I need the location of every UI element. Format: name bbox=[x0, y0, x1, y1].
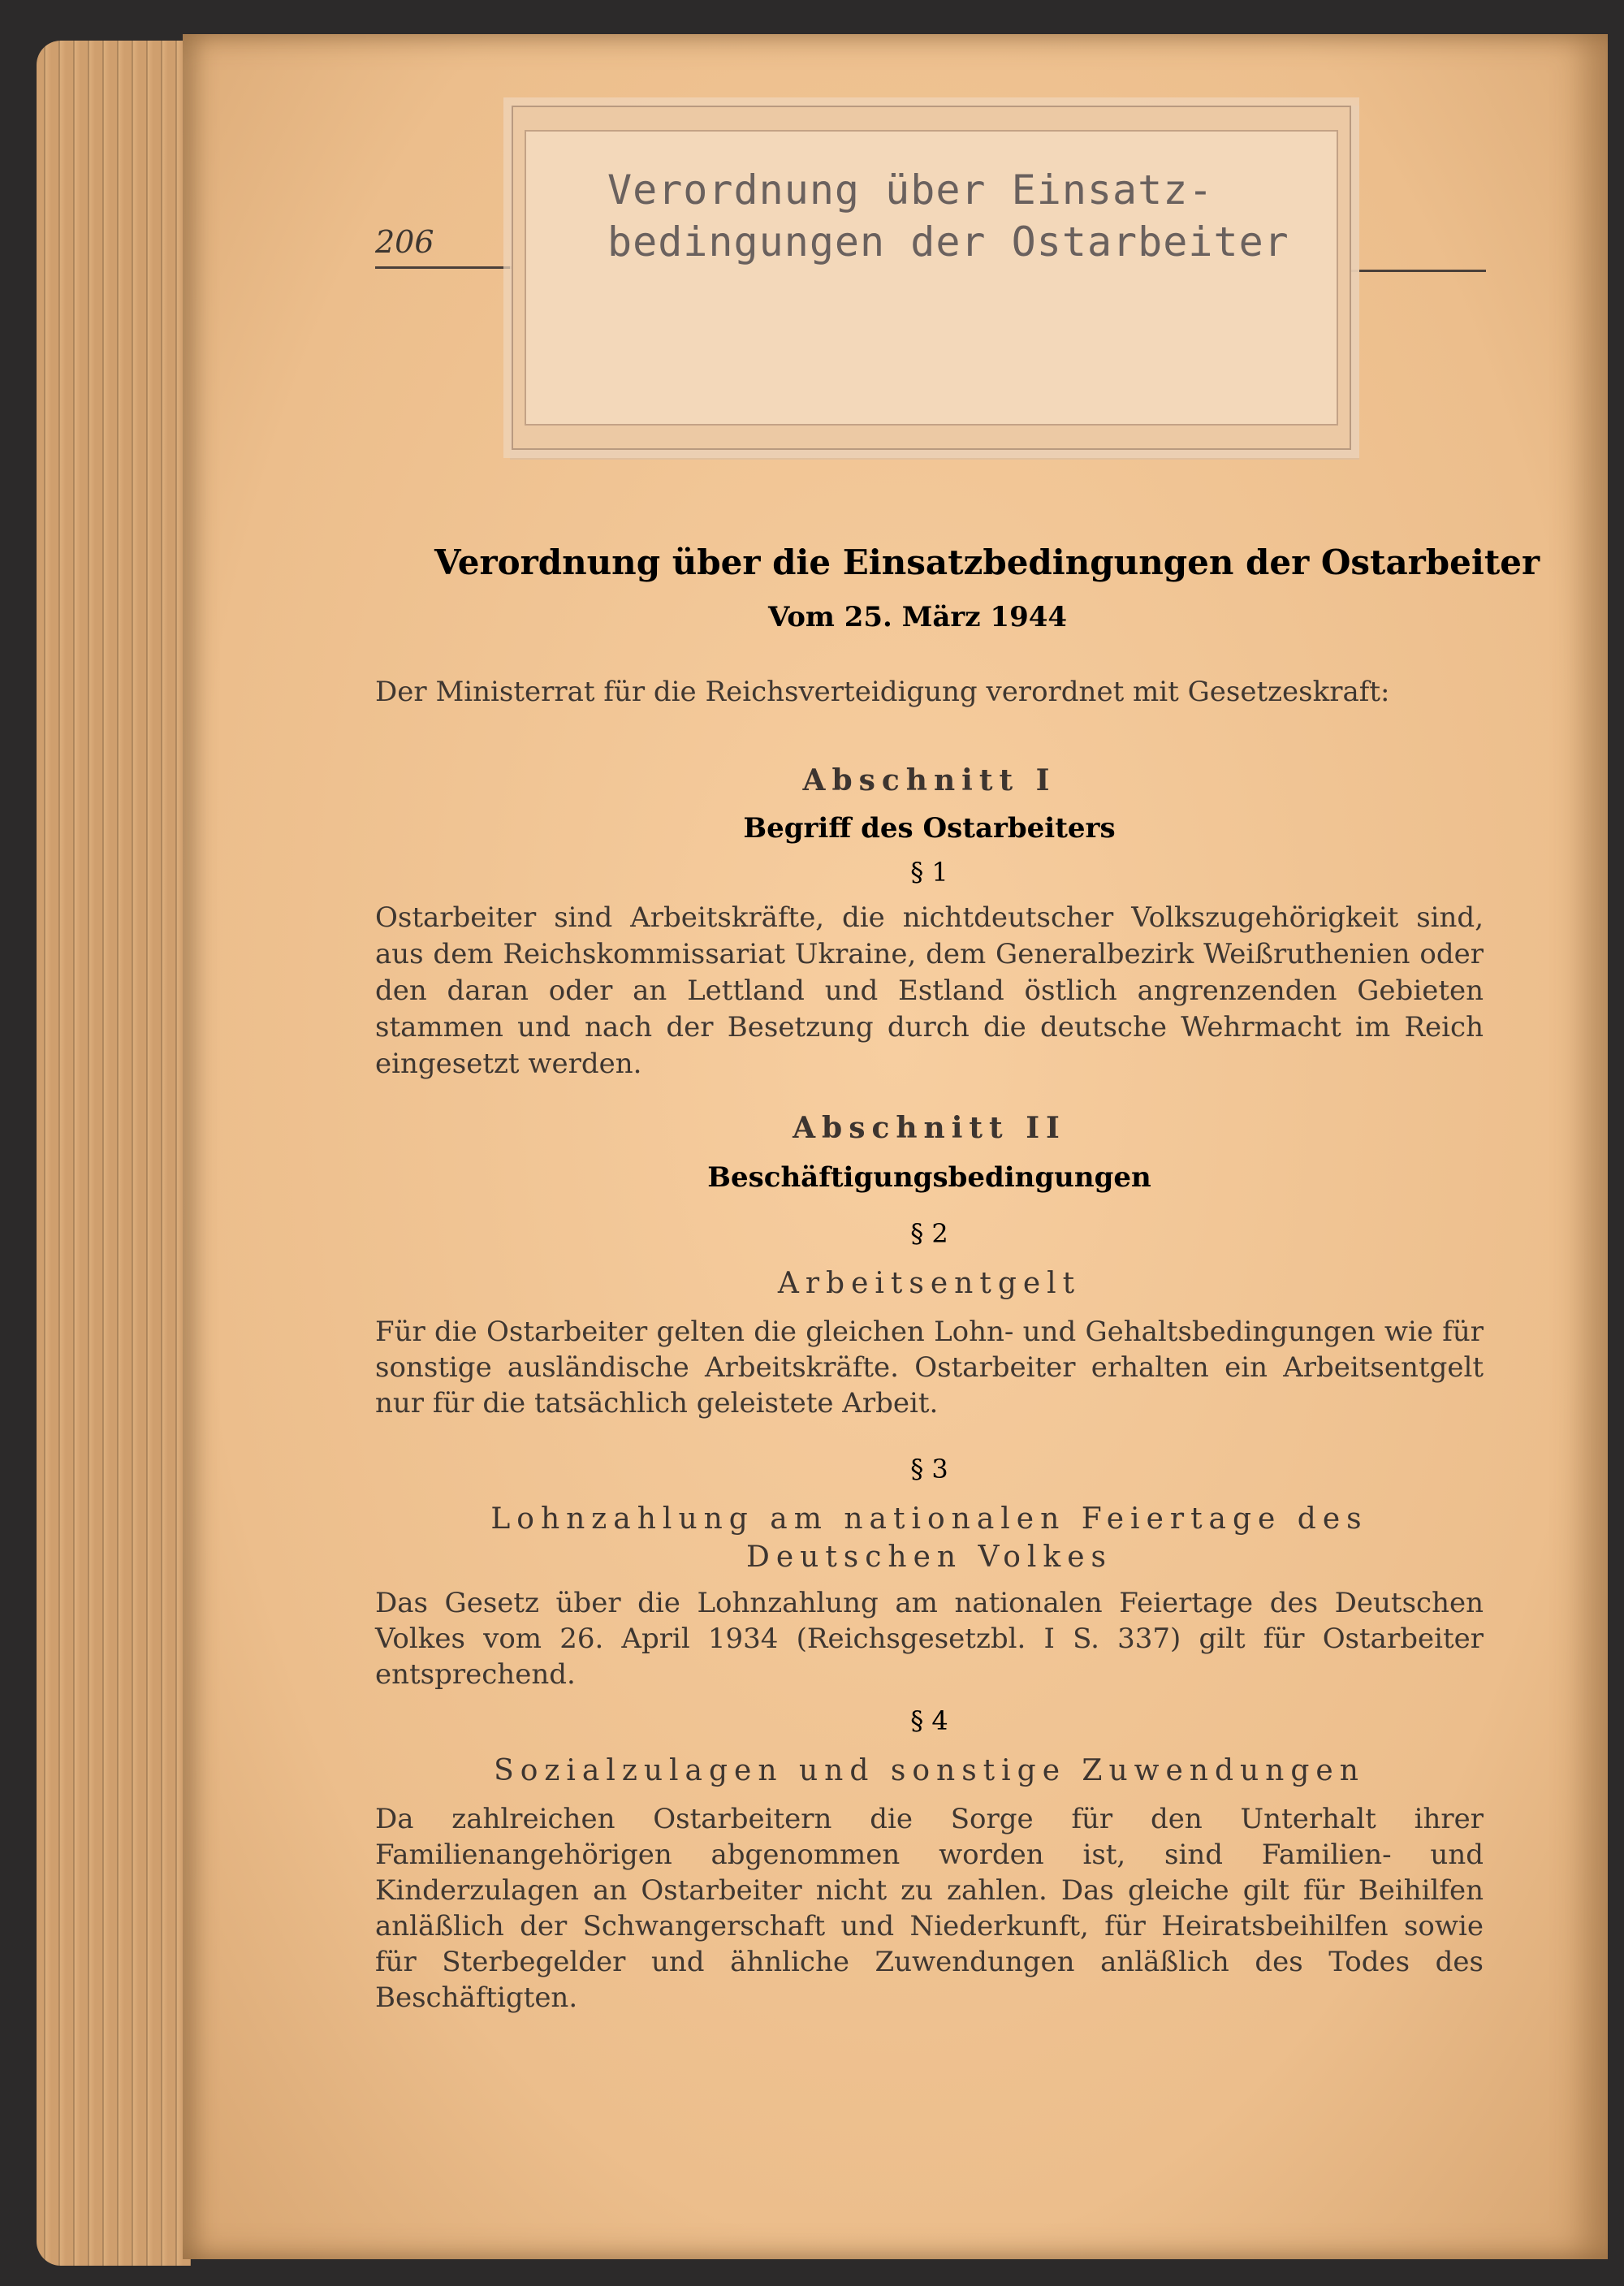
label-line-1: Verordnung über Einsatz- bbox=[607, 166, 1214, 214]
header-rule-right bbox=[1348, 270, 1486, 272]
section-2-sign: § 2 bbox=[910, 1218, 948, 1249]
section-3-text: Das Gesetz über die Lohnzahlung am nationalen Feiertage des Deutschen Volkes vom 26. April 1934 (Reichsgesetzbl. I S. 337) gilt für Ostarbeiter entsprechend. bbox=[375, 1587, 1484, 1691]
abschnitt-1-heading: Begriff des Ostarbeiters bbox=[743, 812, 1116, 845]
section-3-title-line-1: Lohnzahlung am nationalen Feiertage des bbox=[490, 1502, 1368, 1536]
document-title: Verordnung über die Einsatzbedingungen der Ostarbeiter bbox=[434, 542, 1540, 582]
abschnitt-2-label: Abschnitt II bbox=[793, 1111, 1066, 1145]
header-rule-left bbox=[375, 266, 513, 269]
section-4-title: Sozialzulagen und sonstige Zuwendungen bbox=[494, 1754, 1365, 1787]
abschnitt-2-heading: Beschäftigungsbedingungen bbox=[707, 1161, 1151, 1194]
abschnitt-1-label: Abschnitt I bbox=[802, 763, 1056, 797]
pasted-label bbox=[512, 106, 1351, 450]
label-text bbox=[607, 164, 1322, 268]
preamble: Der Ministerrat für die Reichsverteidigung verordnet mit Gesetzeskraft: bbox=[375, 676, 1390, 708]
section-3-title-line-2: Deutschen Volkes bbox=[745, 1541, 1113, 1574]
section-2-text: Für die Ostarbeiter gelten die gleichen Lohn- und Gehaltsbedingungen wie für sonstige ausländische Arbeitskräfte. Ostarbeiter erhalten ein Arbeitsentgelt nur für die tatsächlich geleistete Arbeit. bbox=[375, 1316, 1484, 1420]
label-line-2: bedingungen der Ostarbeiter bbox=[607, 218, 1289, 266]
section-4-sign: § 4 bbox=[910, 1705, 948, 1736]
section-1-sign: § 1 bbox=[910, 857, 948, 888]
section-4-text: Da zahlreichen Ostarbeitern die Sorge für den Unterhalt ihrer Familienangehörigen abgenommen worden ist, sind Familien- und Kinderzulagen an Ostarbeiter nicht zu zahlen. Das gleiche gilt für Beihilfen anläßlich der Schwangerschaft und Niederkunft, für Heiratsbeihilfen sowie für Sterbegelder und ähnliche Zuwendungen anläßlich des Todes des Beschäftigten. bbox=[375, 1803, 1484, 2014]
section-2-title: Arbeitsentgelt bbox=[777, 1267, 1082, 1300]
section-3-sign: § 3 bbox=[910, 1454, 948, 1484]
section-1-text: Ostarbeiter sind Arbeitskräfte, die nichtdeutscher Volkszugehörigkeit sind, aus dem Reichskommissariat Ukraine, dem Generalbezirk Weißruthenien oder den daran oder an Lettland und Estland östlich angrenzenden Gebieten stammen und nach der Besetzung durch die deutsche Wehrmacht im Reich eingesetzt werden. bbox=[375, 901, 1484, 1080]
book-page-edges bbox=[37, 41, 191, 2266]
document-date: Vom 25. März 1944 bbox=[767, 601, 1068, 633]
page-number: 206 bbox=[375, 224, 434, 260]
label-card bbox=[525, 130, 1338, 426]
